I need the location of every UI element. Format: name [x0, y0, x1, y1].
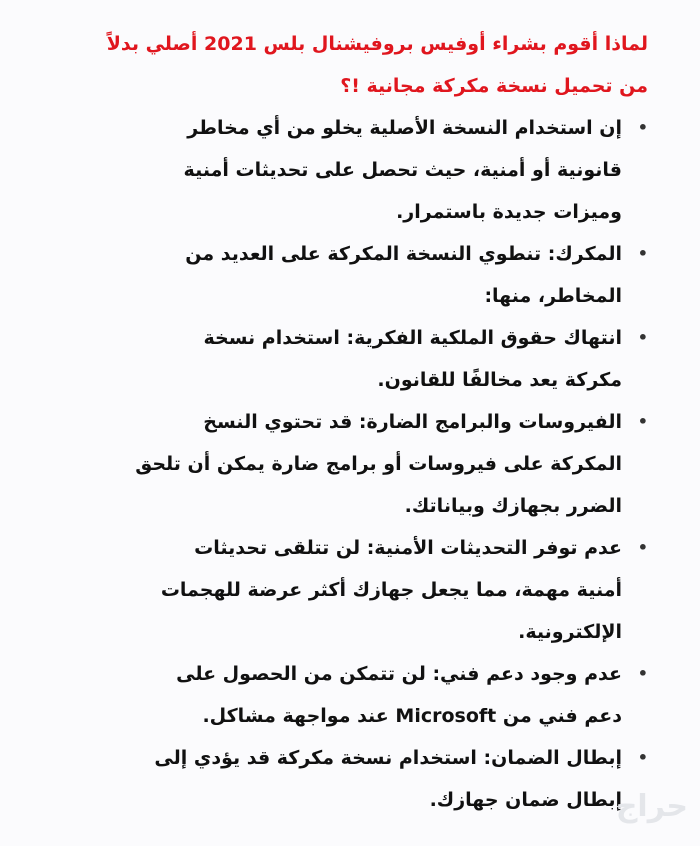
list-item-line: أمنية مهمة، مما يجعل جهازك أكثر عرضة للهجمات	[160, 579, 622, 601]
document	[28, 23, 648, 821]
heading	[28, 23, 648, 107]
list-item	[28, 401, 648, 527]
list-item	[28, 107, 648, 233]
bullet-icon: •	[637, 664, 648, 683]
list-item-line: المخاطر، منها:	[484, 285, 622, 307]
list-item-line: إبطال الضمان: استخدام نسخة مكركة قد يؤدي إلى	[154, 747, 622, 769]
list-item-line: المكركة على فيروسات أو برامج ضارة يمكن أن تلحق	[135, 453, 622, 475]
list-item-line: الضرر بجهازك وبياناتك.	[404, 495, 622, 517]
list-item-line: عدم وجود دعم فني: لن تتمكن من الحصول على	[176, 663, 622, 685]
list-item-line: قانونية أو أمنية، حيث تحصل على تحديثات أمنية	[183, 159, 622, 181]
bullet-icon: •	[637, 412, 648, 431]
list-item-line: المكرك: تنطوي النسخة المكركة على العديد من	[185, 243, 622, 265]
list-item	[28, 527, 648, 653]
list-item	[28, 653, 648, 737]
list-item-line: الإلكترونية.	[518, 621, 622, 643]
bullet-icon: •	[637, 328, 648, 347]
bullet-icon: •	[637, 748, 648, 767]
bullet-icon: •	[637, 244, 648, 263]
list-item-line: وميزات جديدة باستمرار.	[396, 201, 622, 223]
list-item-line: الفيروسات والبرامج الضارة: قد تحتوي النسخ	[203, 411, 622, 433]
heading-line: من تحميل نسخة مكركة مجانية !؟	[340, 75, 648, 97]
list-item-line: عدم توفر التحديثات الأمنية: لن تتلقى تحديثات	[194, 537, 622, 559]
bullet-icon: •	[637, 118, 648, 137]
bullet-icon: •	[637, 538, 648, 557]
bullet-list	[28, 107, 648, 821]
list-item-line: انتهاك حقوق الملكية الفكرية: استخدام نسخة	[203, 327, 622, 349]
list-item-line: إبطال ضمان جهازك.	[429, 789, 622, 811]
list-item	[28, 737, 648, 821]
watermark-logo: حراج	[615, 789, 688, 824]
list-item	[28, 233, 648, 317]
list-item-line: دعم فني من Microsoft عند مواجهة مشاكل.	[202, 705, 622, 727]
list-item-line: مكركة يعد مخالفًا للقانون.	[377, 369, 622, 391]
heading-line: لماذا أقوم بشراء أوفيس بروفيشنال بلس 2021 أصلي بدلاً	[106, 33, 648, 55]
list-item	[28, 317, 648, 401]
list-item-line: إن استخدام النسخة الأصلية يخلو من أي مخاطر	[187, 117, 622, 139]
